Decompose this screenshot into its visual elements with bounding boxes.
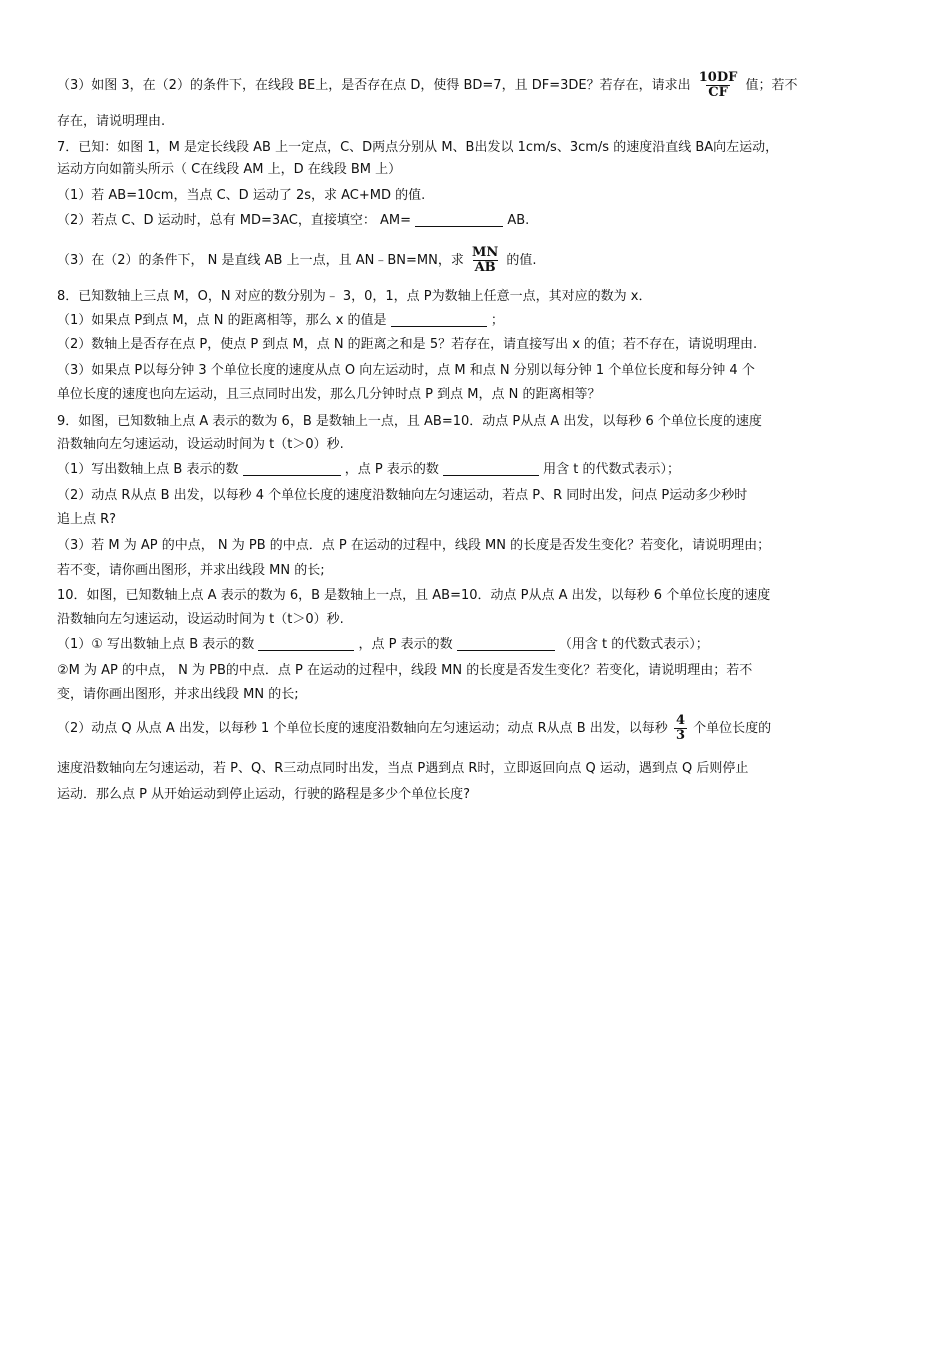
answer-blank[interactable] bbox=[391, 312, 487, 327]
answer-blank[interactable] bbox=[415, 212, 503, 227]
q10-part2-text: （2）动点 Q 从点 A 出发，以每秒 1 个单位长度的速度沿数轴向左匀速运动；动点 R从点 B 出发，以每秒 bbox=[57, 721, 668, 736]
q8-stem: 8．已知数轴上三点 M，O，N 对应的数分别为﹣ 3，0，1，点 P为数轴上任意一点，其对应的数为 x． bbox=[57, 289, 652, 304]
q7-part3 bbox=[57, 246, 893, 275]
answer-blank[interactable] bbox=[258, 636, 354, 651]
q6-part3-line1 bbox=[57, 71, 893, 100]
fraction-numerator: 4 bbox=[675, 714, 685, 728]
q8-part2: （2）数轴上是否存在点 P，使点 P 到点 M，点 N 的距离之和是 5？若存在，请直接写出 x 的值；若不存在，请说明理由. bbox=[57, 337, 758, 352]
q7-part1: （1）若 AB=10cm，当点 C、D 运动了 2s，求 AC+MD 的值. bbox=[57, 188, 426, 203]
q9-part2-line1: （2）动点 R从点 B 出发，以每秒 4 个单位长度的速度沿数轴向左匀速运动，若点 P、R 同时出发，问点 P运动多少秒时 bbox=[57, 488, 748, 503]
answer-blank[interactable] bbox=[243, 461, 341, 476]
q8-part1-text: （1）如果点 P到点 M，点 N 的距离相等，那么 x 的值是 bbox=[57, 313, 387, 328]
fraction-denominator: AB bbox=[474, 260, 496, 275]
fraction-mn-over-ab bbox=[470, 246, 500, 275]
q9-part2-line2: 追上点 R? bbox=[57, 512, 117, 527]
q10-part1-1-text: （1）① 写出数轴上点 B 表示的数 bbox=[57, 637, 255, 652]
fraction-10df-over-cf bbox=[697, 71, 740, 100]
fraction-denominator: 3 bbox=[675, 728, 685, 743]
fraction-numerator: MN bbox=[471, 246, 499, 260]
q9-part3-line2: 若不变，请你画出图形，并求出线段 MN 的长; bbox=[57, 563, 325, 578]
q8-part1-text-end: ； bbox=[490, 313, 504, 328]
fraction-4-over-3 bbox=[674, 714, 687, 743]
q6-part3-text: （3）如图 3，在（2）的条件下，在线段 BE上，是否存在点 D，使得 BD=7，且 DF=3DE？若存在，请求出 bbox=[57, 78, 691, 93]
q7-part3-text-end: 的值. bbox=[506, 253, 537, 268]
q9-part1-text-mid: ，点 P 表示的数 bbox=[344, 462, 439, 477]
q9-part1 bbox=[57, 461, 893, 479]
q8-part3-line2: 单位长度的速度也向左运动，且三点同时出发，那么几分钟时点 P 到点 M，点 N 的距离相等？ bbox=[57, 387, 601, 402]
q6-part3-line2: 存在，请说明理由. bbox=[57, 114, 166, 129]
q7-part2-text-end: AB. bbox=[507, 213, 530, 228]
answer-blank[interactable] bbox=[443, 461, 539, 476]
q10-part1-2-line2: 变，请你画出图形，并求出线段 MN 的长; bbox=[57, 687, 299, 702]
q10-stem-line1: 10．如图，已知数轴上点 A 表示的数为 6，B 是数轴上一点，且 AB=10．动点 P从点 A 出发，以每秒 6 个单位长度的速度 bbox=[57, 588, 771, 603]
q10-part2-text-end: 个单位长度的 bbox=[693, 721, 772, 736]
q10-part1-1-text-mid: ，点 P 表示的数 bbox=[358, 637, 453, 652]
q7-stem-line2: 运动方向如箭头所示（ C在线段 AM 上，D 在线段 BM 上） bbox=[57, 162, 402, 177]
fraction-numerator: 10DF bbox=[698, 71, 738, 85]
q10-part1-2-line1: ②M 为 AP 的中点， N 为 PB的中点．点 P 在运动的过程中，线段 MN 的长度是否发生变化？若变化，请说明理由；若不 bbox=[57, 663, 753, 678]
q7-part3-text: （3）在（2）的条件下， N 是直线 AB 上一点，且 AN﹣BN=MN，求 bbox=[57, 253, 464, 268]
q9-part3-line1: （3）若 M 为 AP 的中点， N 为 PB 的中点．点 P 在运动的过程中，线段 MN 的长度是否发生变化？若变化，请说明理由； bbox=[57, 538, 771, 553]
q10-part1-1 bbox=[57, 636, 893, 654]
q9-stem-line2: 沿数轴向左匀速运动，设运动时间为 t（t＞0）秒. bbox=[57, 437, 344, 452]
q7-part2 bbox=[57, 212, 893, 230]
q9-part1-text-end: 用含 t 的代数式表示）； bbox=[543, 462, 681, 477]
q9-part1-text: （1）写出数轴上点 B 表示的数 bbox=[57, 462, 239, 477]
q8-part3-line1: （3）如果点 P以每分钟 3 个单位长度的速度从点 O 向左运动时，点 M 和点 N 分别以每分钟 1 个单位长度和每分钟 4 个 bbox=[57, 363, 755, 378]
q10-part2-line2: 速度沿数轴向左匀速运动，若 P、Q、R三动点同时出发，当点 P遇到点 R时，立即返回向点 Q 运动，遇到点 Q 后则停止 bbox=[57, 761, 749, 776]
q8-part1 bbox=[57, 312, 893, 330]
q10-part2-line3: 运动．那么点 P 从开始运动到停止运动，行驶的路程是多少个单位长度? bbox=[57, 787, 471, 802]
q9-stem-line1: 9．如图，已知数轴上点 A 表示的数为 6，B 是数轴上一点，且 AB=10．动点 P从点 A 出发，以每秒 6 个单位长度的速度 bbox=[57, 414, 762, 429]
q10-part1-1-text-end: （用含 t 的代数式表示）； bbox=[558, 637, 709, 652]
q6-part3-text-end: 值；若不 bbox=[745, 78, 798, 93]
fraction-denominator: CF bbox=[708, 85, 728, 100]
q7-part2-text: （2）若点 C、D 运动时，总有 MD=3AC，直接填空： AM= bbox=[57, 213, 412, 228]
q10-part2-line1 bbox=[57, 714, 893, 744]
q7-stem-line1: 7．已知：如图 1，M 是定长线段 AB 上一定点，C、D两点分别从 M、B出发以 1cm/s、3cm/s 的速度沿直线 BA向左运动， bbox=[57, 140, 779, 155]
q10-stem-line2: 沿数轴向左匀速运动，设运动时间为 t（t＞0）秒. bbox=[57, 612, 344, 627]
answer-blank[interactable] bbox=[457, 636, 555, 651]
